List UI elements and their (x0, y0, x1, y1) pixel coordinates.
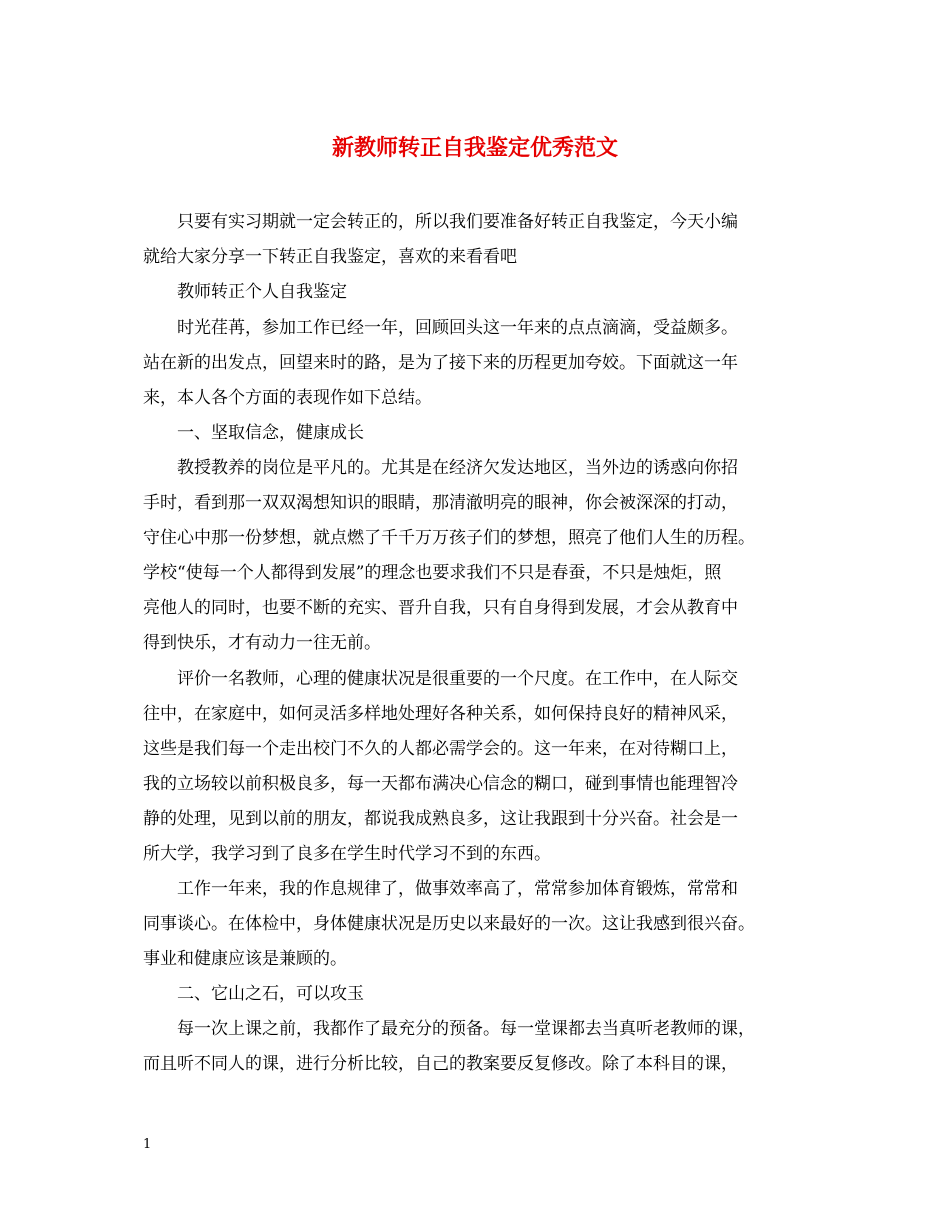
paragraph-line: 站在新的出发点，回望来时的路，是为了接下来的历程更加夸姣。下面就这一年 (143, 353, 738, 373)
paragraph-line: 只要有实习期就一定会转正的，所以我们要准备好转正自我鉴定，今天小编 (177, 212, 738, 232)
paragraph-line: 手时，看到那一双双渴想知识的眼睛，那清澈明亮的眼神，你会被深深的打动， (143, 493, 738, 513)
paragraph-line: 教授教养的岗位是平凡的。尤其是在经济欠发达地区，当外边的诱惑向你招 (177, 458, 738, 478)
paragraph-line: 我的立场较以前积极良多，每一天都布满决心信念的糊口，碰到事情也能理智冷 (143, 774, 738, 794)
paragraph-line: 所大学，我学习到了良多在学生时代学习不到的东西。 (143, 844, 551, 864)
paragraph-line: 就给大家分享一下转正自我鉴定，喜欢的来看看吧 (143, 247, 517, 267)
paragraph-line: 时光荏苒，参加工作已经一年，回顾回头这一年来的点点滴滴，受益颇多。 (177, 318, 738, 338)
section-heading: 教师转正个人自我鉴定 (177, 282, 347, 302)
paragraph-line: 评价一名教师，心理的健康状况是很重要的一个尺度。在工作中，在人际交 (177, 669, 738, 689)
paragraph-line: 来，本人各个方面的表现作如下总结。 (143, 388, 432, 408)
paragraph-line: 守住心中那一份梦想，就点燃了千千万万孩子们的梦想，照亮了他们人生的历程。 (143, 528, 755, 548)
paragraph-line: 事业和健康应该是兼顾的。 (143, 949, 347, 969)
paragraph-line: 得到快乐，才有动力一往无前。 (143, 633, 381, 653)
paragraph-line: 这些是我们每一个走出校门不久的人都必需学会的。这一年来，在对待糊口上， (143, 739, 738, 759)
paragraph-line: 往中，在家庭中，如何灵活多样地处理好各种关系，如何保持良好的精神风采， (143, 704, 738, 724)
paragraph-line: 而且听不同人的课，进行分析比较，自己的教案要反复修改。除了本科目的课， (143, 1054, 738, 1074)
paragraph-line: 同事谈心。在体检中，身体健康状况是历史以来最好的一次。这让我感到很兴奋。 (143, 914, 755, 934)
document-title: 新教师转正自我鉴定优秀范文 (331, 135, 618, 161)
paragraph-line: 亮他人的同时，也要不断的充实、晋升自我，只有自身得到发展，才会从教育中 (143, 598, 738, 618)
paragraph-line: 静的处理，见到以前的朋友，都说我成熟良多，这让我跟到十分兴奋。社会是一 (143, 809, 738, 829)
page-number: 1 (143, 1137, 152, 1152)
section-heading: 一、坚取信念，健康成长 (177, 423, 364, 443)
section-heading: 二、它山之石，可以攻玉 (177, 984, 364, 1004)
paragraph-line: 每一次上课之前，我都作了最充分的预备。每一堂课都去当真听老教师的课， (177, 1019, 755, 1039)
paragraph-line: 学校“使每一个人都得到发展”的理念也要求我们不只是春蚕，不只是烛炬，照 (143, 563, 722, 583)
paragraph-line: 工作一年来，我的作息规律了，做事效率高了，常常参加体育锻炼，常常和 (177, 879, 738, 899)
